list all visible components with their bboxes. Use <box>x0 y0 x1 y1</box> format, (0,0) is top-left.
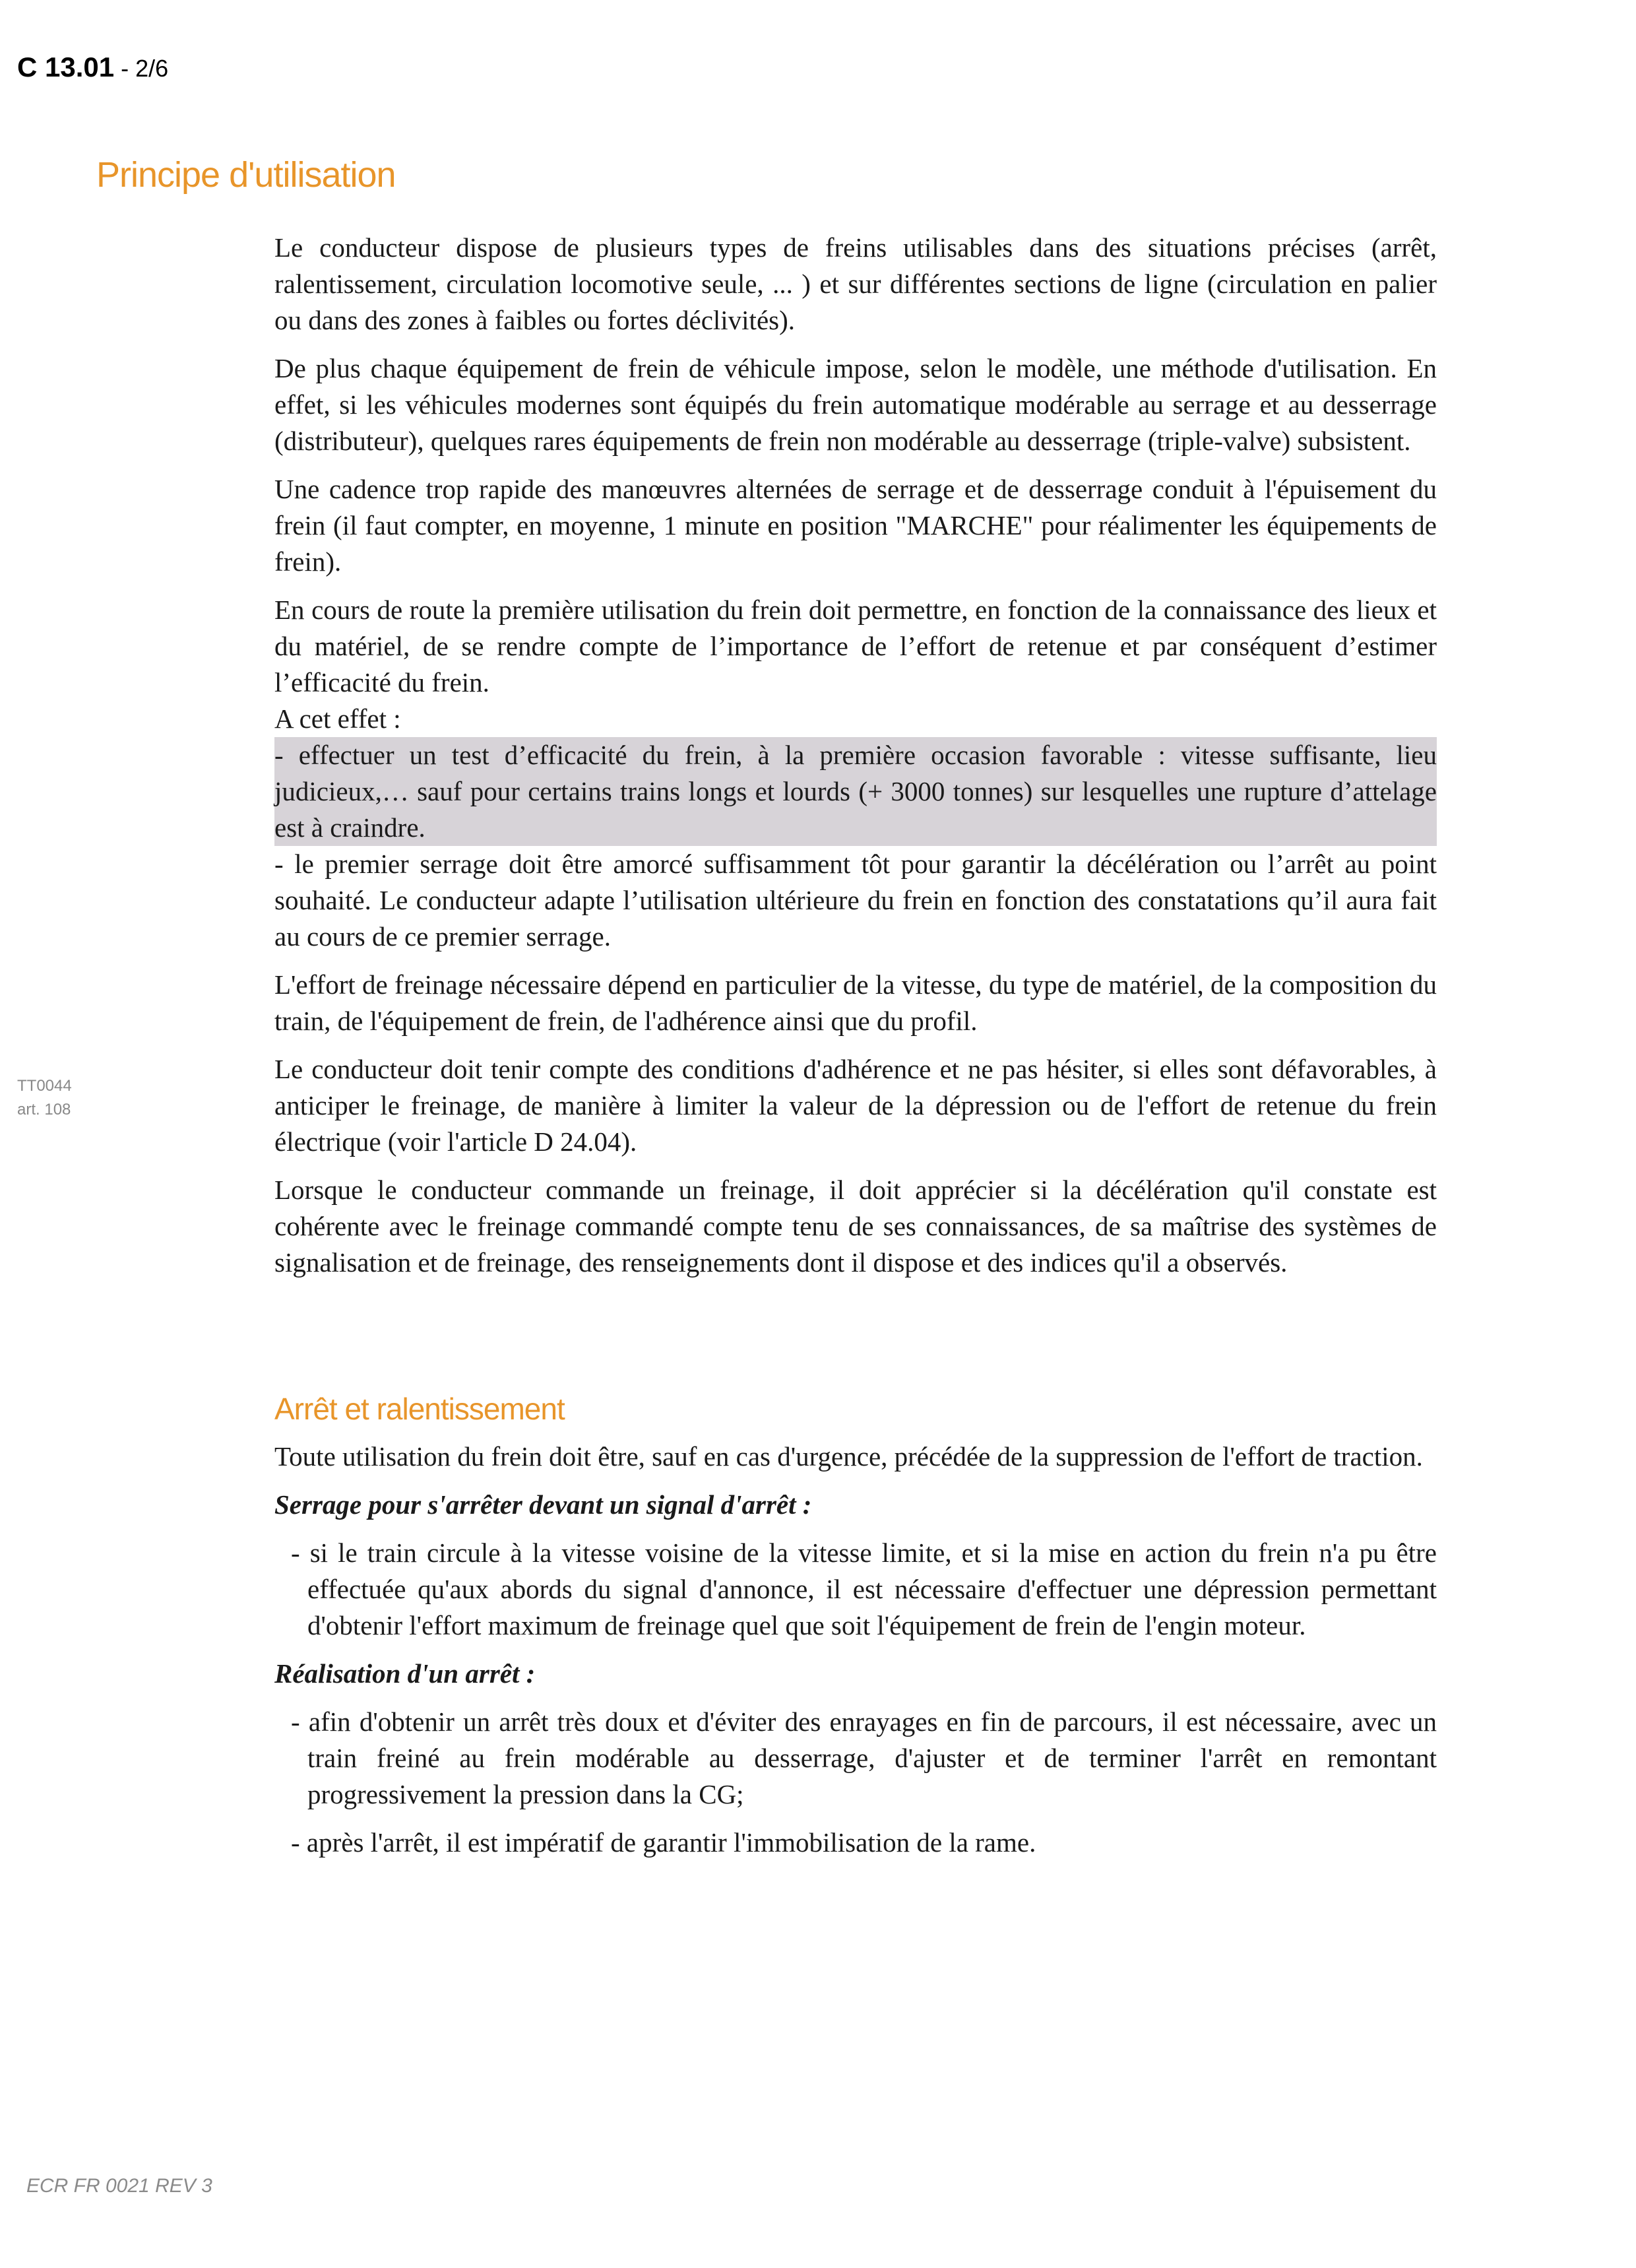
margin-note-ref: TT0044 <box>17 1077 72 1095</box>
list-item: - afin d'obtenir un arrêt très doux et d'éviter des enrayages en fin de parcours, il est nécessaire, avec un train freiné au frein modérable au desserrage, d'ajuster et de terminer l'arrêt en remontant progressivement la pression dans la CG; <box>291 1706 1437 1809</box>
list-item: - après l'arrêt, il est impératif de garantir l'immobilisation de la rame. <box>291 1827 1036 1858</box>
margin-note <box>17 1074 72 1122</box>
paragraph: A cet effet : <box>274 703 401 734</box>
page-number: - 2/6 <box>114 55 169 82</box>
paragraph: L'effort de freinage nécessaire dépend en particulier de la vitesse, du type de matériel, de la composition du train, de l'équipement de frein, de l'adhérence ainsi que du profil. <box>274 969 1437 1036</box>
paragraph: Le conducteur dispose de plusieurs types de freins utilisables dans des situations précises (arrêt, ralentissement, circulation locomotive seule, ... ) et sur différentes sections de ligne (circulation en palier ou dans des zones à faibles ou fortes déclivités). <box>274 232 1437 335</box>
paragraph: - le premier serrage doit être amorcé suffisamment tôt pour garantir la décélération ou l’arrêt au point souhaité. Le conducteur adapte l’utilisation ultérieure du frein en fonction des constatations qu’il aura fait au cours de ce premier serrage. <box>274 849 1437 952</box>
page-header <box>17 51 168 83</box>
paragraph: En cours de route la première utilisation du frein doit permettre, en fonction de la connaissance des lieux et du matériel, de se rendre compte de l’importance de l’effort de retenue et par conséquent d’estimer l’efficacité du frein. <box>274 595 1437 697</box>
paragraph: Le conducteur doit tenir compte des conditions d'adhérence et ne pas hésiter, si elles sont défavorables, à anticiper le freinage, de manière à limiter la valeur de la dépression ou de l'effort de retenue du frein électrique (voir l'article D 24.04). <box>274 1054 1437 1157</box>
margin-note-article: art. 108 <box>17 1101 71 1118</box>
paragraph: Lorsque le conducteur commande un freinage, il doit apprécier si la décélération qu'il constate est cohérente avec le freinage commandé compte tenu de ses connaissances, de sa maîtrise des systèmes de signalisation et de freinage, des renseignements dont il dispose et des indices qu'il a observés. <box>274 1175 1437 1278</box>
stop-text <box>274 1439 1437 1873</box>
subheading: Réalisation d'un arrêt : <box>274 1658 536 1689</box>
paragraph: De plus chaque équipement de frein de véhicule impose, selon le modèle, une méthode d'utilisation. En effet, si les véhicules modernes sont équipés du frein automatique modérable au serrage et au desserrage (distributeur), quelques rares équipements de frein non modérable au desserrage (triple-valve) subsistent. <box>274 353 1437 456</box>
subheading: Serrage pour s'arrêter devant un signal d'arrêt : <box>274 1489 812 1520</box>
section-title: Principe d'utilisation <box>96 155 396 195</box>
document-code: C 13.01 <box>17 51 115 82</box>
list-item: - si le train circule à la vitesse voisine de la vitesse limite, et si la mise en action du frein n'a pu être effectuée qu'aux abords du signal d'annonce, il est nécessaire d'effectuer une dépression permettant d'obtenir l'effort maximum de freinage quel que soit l'équipement de frein de l'engin moteur. <box>291 1538 1437 1640</box>
subsection-title: Arrêt et ralentissement <box>274 1392 565 1426</box>
footer-reference: ECR FR 0021 REV 3 <box>26 2175 212 2197</box>
principle-text <box>274 230 1437 1293</box>
paragraph: Une cadence trop rapide des manœuvres alternées de serrage et de desserrage conduit à l'épuisement du frein (il faut compter, en moyenne, 1 minute en position "MARCHE" pour réalimenter les équipements de frein). <box>274 474 1437 577</box>
paragraph: Toute utilisation du frein doit être, sauf en cas d'urgence, précédée de la suppression de l'effort de traction. <box>274 1441 1423 1472</box>
highlighted-paragraph: - effectuer un test d’efficacité du frein, à la première occasion favorable : vitesse suffisante, lieu judicieux,… sauf pour certains trains longs et lourds (+ 3000 tonnes) sur lesquelles une rupture d’attelage est à craindre. <box>274 737 1437 846</box>
